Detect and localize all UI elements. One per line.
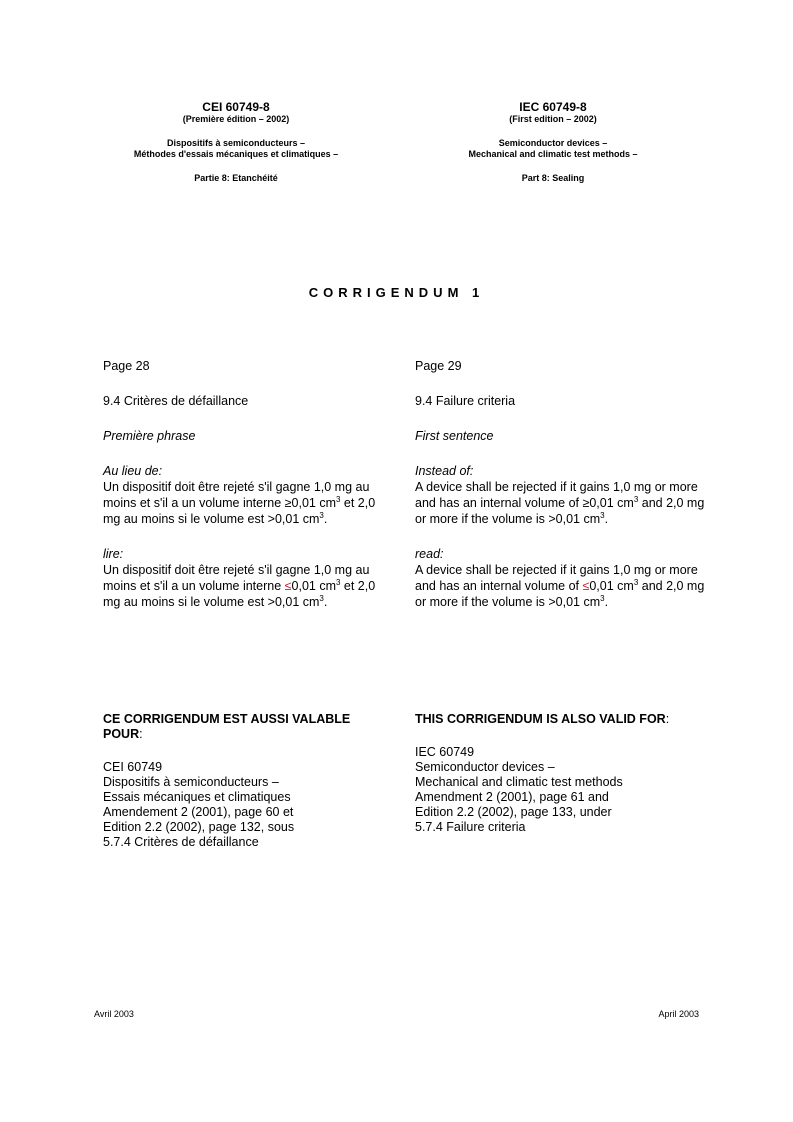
read-block-en (415, 546, 705, 610)
series-title-en-line2: Mechanical and climatic test methods – (468, 149, 638, 159)
header-english (393, 100, 713, 184)
also-valid-line-en: Amendment 2 (2001), page 61 and (415, 790, 609, 804)
instead-block-en (415, 463, 705, 527)
also-valid-fr (103, 712, 393, 850)
instead-block-fr (103, 463, 393, 527)
instead-text-fr-c: et 2,0 mg au moins si le volume est >0,01 cm (103, 496, 376, 526)
footer-date-fr: Avril 2003 (94, 1009, 134, 1019)
footer-date-en: April 2003 (658, 1009, 699, 1019)
read-text-en (415, 562, 705, 610)
also-valid-heading-en-text: THIS CORRIGENDUM IS ALSO VALID FOR (415, 712, 666, 726)
read-text-en-c: and 2,0 mg or more if the volume is >0,01 cm (415, 579, 705, 609)
also-valid-line-fr: CEI 60749 (103, 760, 163, 774)
instead-sup-fr-2: 3 (319, 511, 324, 520)
part-title-fr: Partie 8: Etanchéité (194, 173, 278, 183)
instead-text-fr (103, 479, 393, 527)
also-valid-en (415, 712, 705, 835)
page-ref-fr: Page 28 (103, 359, 150, 373)
also-valid-colon-fr: : (139, 727, 143, 741)
series-title-fr-line1: Dispositifs à semiconducteurs – (166, 138, 306, 148)
instead-sup-en-2: 3 (600, 511, 605, 520)
edition-fr: (Première édition – 2002) (182, 114, 290, 124)
read-sup-en-2: 3 (600, 594, 605, 603)
instead-sup-fr-1: 3 (335, 495, 341, 504)
edition-en: (First edition – 2002) (509, 114, 597, 124)
instead-period-fr: . (323, 512, 328, 526)
series-title-en (393, 138, 713, 160)
read-text-fr-a: Un dispositif doit être rejeté s'il gagne 1,0 mg au moins et s'il a un volume interne (103, 563, 370, 593)
corrigendum-title: CORRIGENDUM 1 (308, 285, 485, 300)
also-valid-line-fr: Edition 2.2 (2002), page 132, sous (103, 820, 295, 834)
clause-en: 9.4 Failure criteria (415, 394, 516, 408)
french-column (103, 358, 393, 629)
also-valid-line-en: Mechanical and climatic test methods (415, 775, 623, 789)
series-title-fr (76, 138, 396, 160)
read-period-fr: . (323, 595, 328, 609)
standard-id-en: IEC 60749-8 (519, 100, 587, 114)
page-ref-en: Page 29 (415, 359, 462, 373)
read-label-fr: lire: (103, 547, 124, 561)
instead-text-en-a: A device shall be rejected if it gains 1,0 mg or more and has an internal volume of (415, 480, 698, 510)
read-block-fr (103, 546, 393, 610)
instead-symbol-fr: ≥ (284, 496, 292, 510)
also-valid-line-fr: Essais mécaniques et climatiques (103, 790, 291, 804)
standard-id-fr: CEI 60749-8 (202, 100, 270, 114)
instead-symbol-en: ≥ (582, 496, 590, 510)
also-valid-heading-fr (103, 712, 393, 742)
read-text-fr-b: 0,01 cm (291, 579, 336, 593)
read-label-en: read: (415, 547, 444, 561)
instead-label-fr: Au lieu de: (103, 464, 163, 478)
also-valid-line-en: 5.7.4 Failure criteria (415, 820, 526, 834)
also-valid-colon-en: : (665, 712, 670, 726)
sentence-ref-fr: Première phrase (103, 429, 196, 443)
instead-text-en-b: 0,01 cm (589, 496, 634, 510)
instead-text-fr-b: 0,01 cm (291, 496, 336, 510)
series-title-en-line1: Semiconductor devices – (498, 138, 608, 148)
part-title-en: Part 8: Sealing (521, 173, 585, 183)
instead-period-en: . (604, 512, 609, 526)
instead-label-en: Instead of: (415, 464, 474, 478)
english-column (415, 358, 705, 629)
also-valid-line-fr: 5.7.4 Critères de défaillance (103, 835, 259, 849)
read-text-en-a: A device shall be rejected if it gains 1,0 mg or more and has an internal volume of (415, 563, 698, 593)
read-sup-fr-2: 3 (319, 594, 324, 603)
also-valid-line-fr: Amendement 2 (2001), page 60 et (103, 805, 294, 819)
instead-text-fr-a: Un dispositif doit être rejeté s'il gagne 1,0 mg au moins et s'il a un volume interne (103, 480, 370, 510)
read-text-en-b: 0,01 cm (589, 579, 634, 593)
also-valid-line-en: Semiconductor devices – (415, 760, 555, 774)
read-sup-en-1: 3 (633, 578, 639, 587)
series-title-fr-line2: Méthodes d'essais mécaniques et climatiques – (133, 149, 339, 159)
also-valid-line-fr: Dispositifs à semiconducteurs – (103, 775, 279, 789)
also-valid-line-en: Edition 2.2 (2002), page 133, under (415, 805, 612, 819)
also-valid-line-en: IEC 60749 (415, 745, 475, 759)
also-valid-heading-fr-text: CE CORRIGENDUM EST AUSSI VALABLE POUR (103, 712, 351, 741)
header-french (76, 100, 396, 184)
clause-fr: 9.4 Critères de défaillance (103, 394, 249, 408)
read-symbol-fr: ≤ (284, 579, 292, 593)
instead-text-en-c: and 2,0 mg or more if the volume is >0,01 cm (415, 496, 705, 526)
read-text-fr-c: et 2,0 mg au moins si le volume est >0,01 cm (103, 579, 376, 609)
read-text-fr (103, 562, 393, 610)
also-valid-heading-en (415, 712, 705, 727)
read-symbol-en: ≤ (582, 579, 590, 593)
read-sup-fr-1: 3 (335, 578, 341, 587)
instead-text-en (415, 479, 705, 527)
read-period-en: . (604, 595, 609, 609)
instead-sup-en-1: 3 (633, 495, 639, 504)
sentence-ref-en: First sentence (415, 429, 494, 443)
